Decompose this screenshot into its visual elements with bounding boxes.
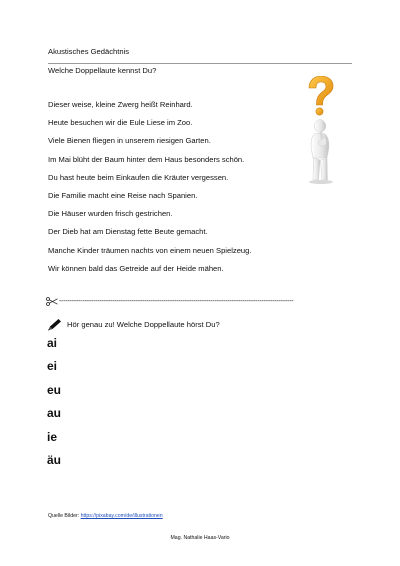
sentence-line: Dieser weise, kleine Zwerg heißt Reinhard. (48, 100, 193, 109)
diphthong-item: ie (47, 429, 58, 444)
sentence-line: Die Häuser wurden frisch gestrichen. (48, 209, 173, 219)
sentence-line: Heute besuchen wir die Eule Liese im Zoo. (48, 118, 193, 128)
diphthong-list (47, 335, 61, 475)
source-label: Quelle Bilder: (48, 513, 81, 519)
sentence-line: Du hast heute beim Einkaufen die Kräuter vergessen. (48, 172, 229, 182)
sentence-line: Im Mai blüht der Baum hinter dem Haus besonders schön. (48, 154, 245, 164)
source-link[interactable]: https://pixabay.com/de/illustrationen (80, 513, 163, 519)
sentence-line: Manche Kinder träumen nachts von einem neuen Spielzeug. (48, 245, 252, 255)
diphthong-item: ei (47, 359, 58, 374)
cut-dashes: -------------------------------------------------------------------------------------------------------------- (59, 298, 294, 305)
sentence-line: Wir können bald das Getreide auf der Heide mähen. (48, 263, 224, 273)
sentence-line: Der Dieb hat am Dienstag fette Beute gemacht. (48, 227, 208, 237)
diphthong-item: äu (47, 452, 62, 467)
diphthong-item: eu (47, 382, 62, 397)
sentence-list (48, 100, 251, 282)
question-mark-icon (309, 76, 333, 105)
diphthong-item: ai (47, 336, 58, 350)
question-heading: Welche Doppellaute kennst Du? (48, 66, 157, 75)
image-source-note (48, 513, 163, 520)
sentence-line: Die Familie macht eine Reise nach Spanien. (48, 190, 198, 200)
cut-line (46, 296, 354, 308)
instruction-text: Hör genau zu! Welche Doppellaute hörst Du? (67, 320, 220, 329)
scissors-icon (46, 297, 58, 306)
document-title: Akustisches Gedächtnis (48, 47, 130, 56)
sentence-line: Viele Bienen fliegen in unserem riesigen Garten. (48, 136, 211, 146)
thinking-figure-icon (300, 76, 344, 186)
diphthong-item: au (47, 406, 62, 421)
author-credit: Mag. Nathalie Haas-Vario (170, 535, 230, 541)
header-divider (48, 63, 352, 64)
pencil-icon (47, 318, 62, 331)
